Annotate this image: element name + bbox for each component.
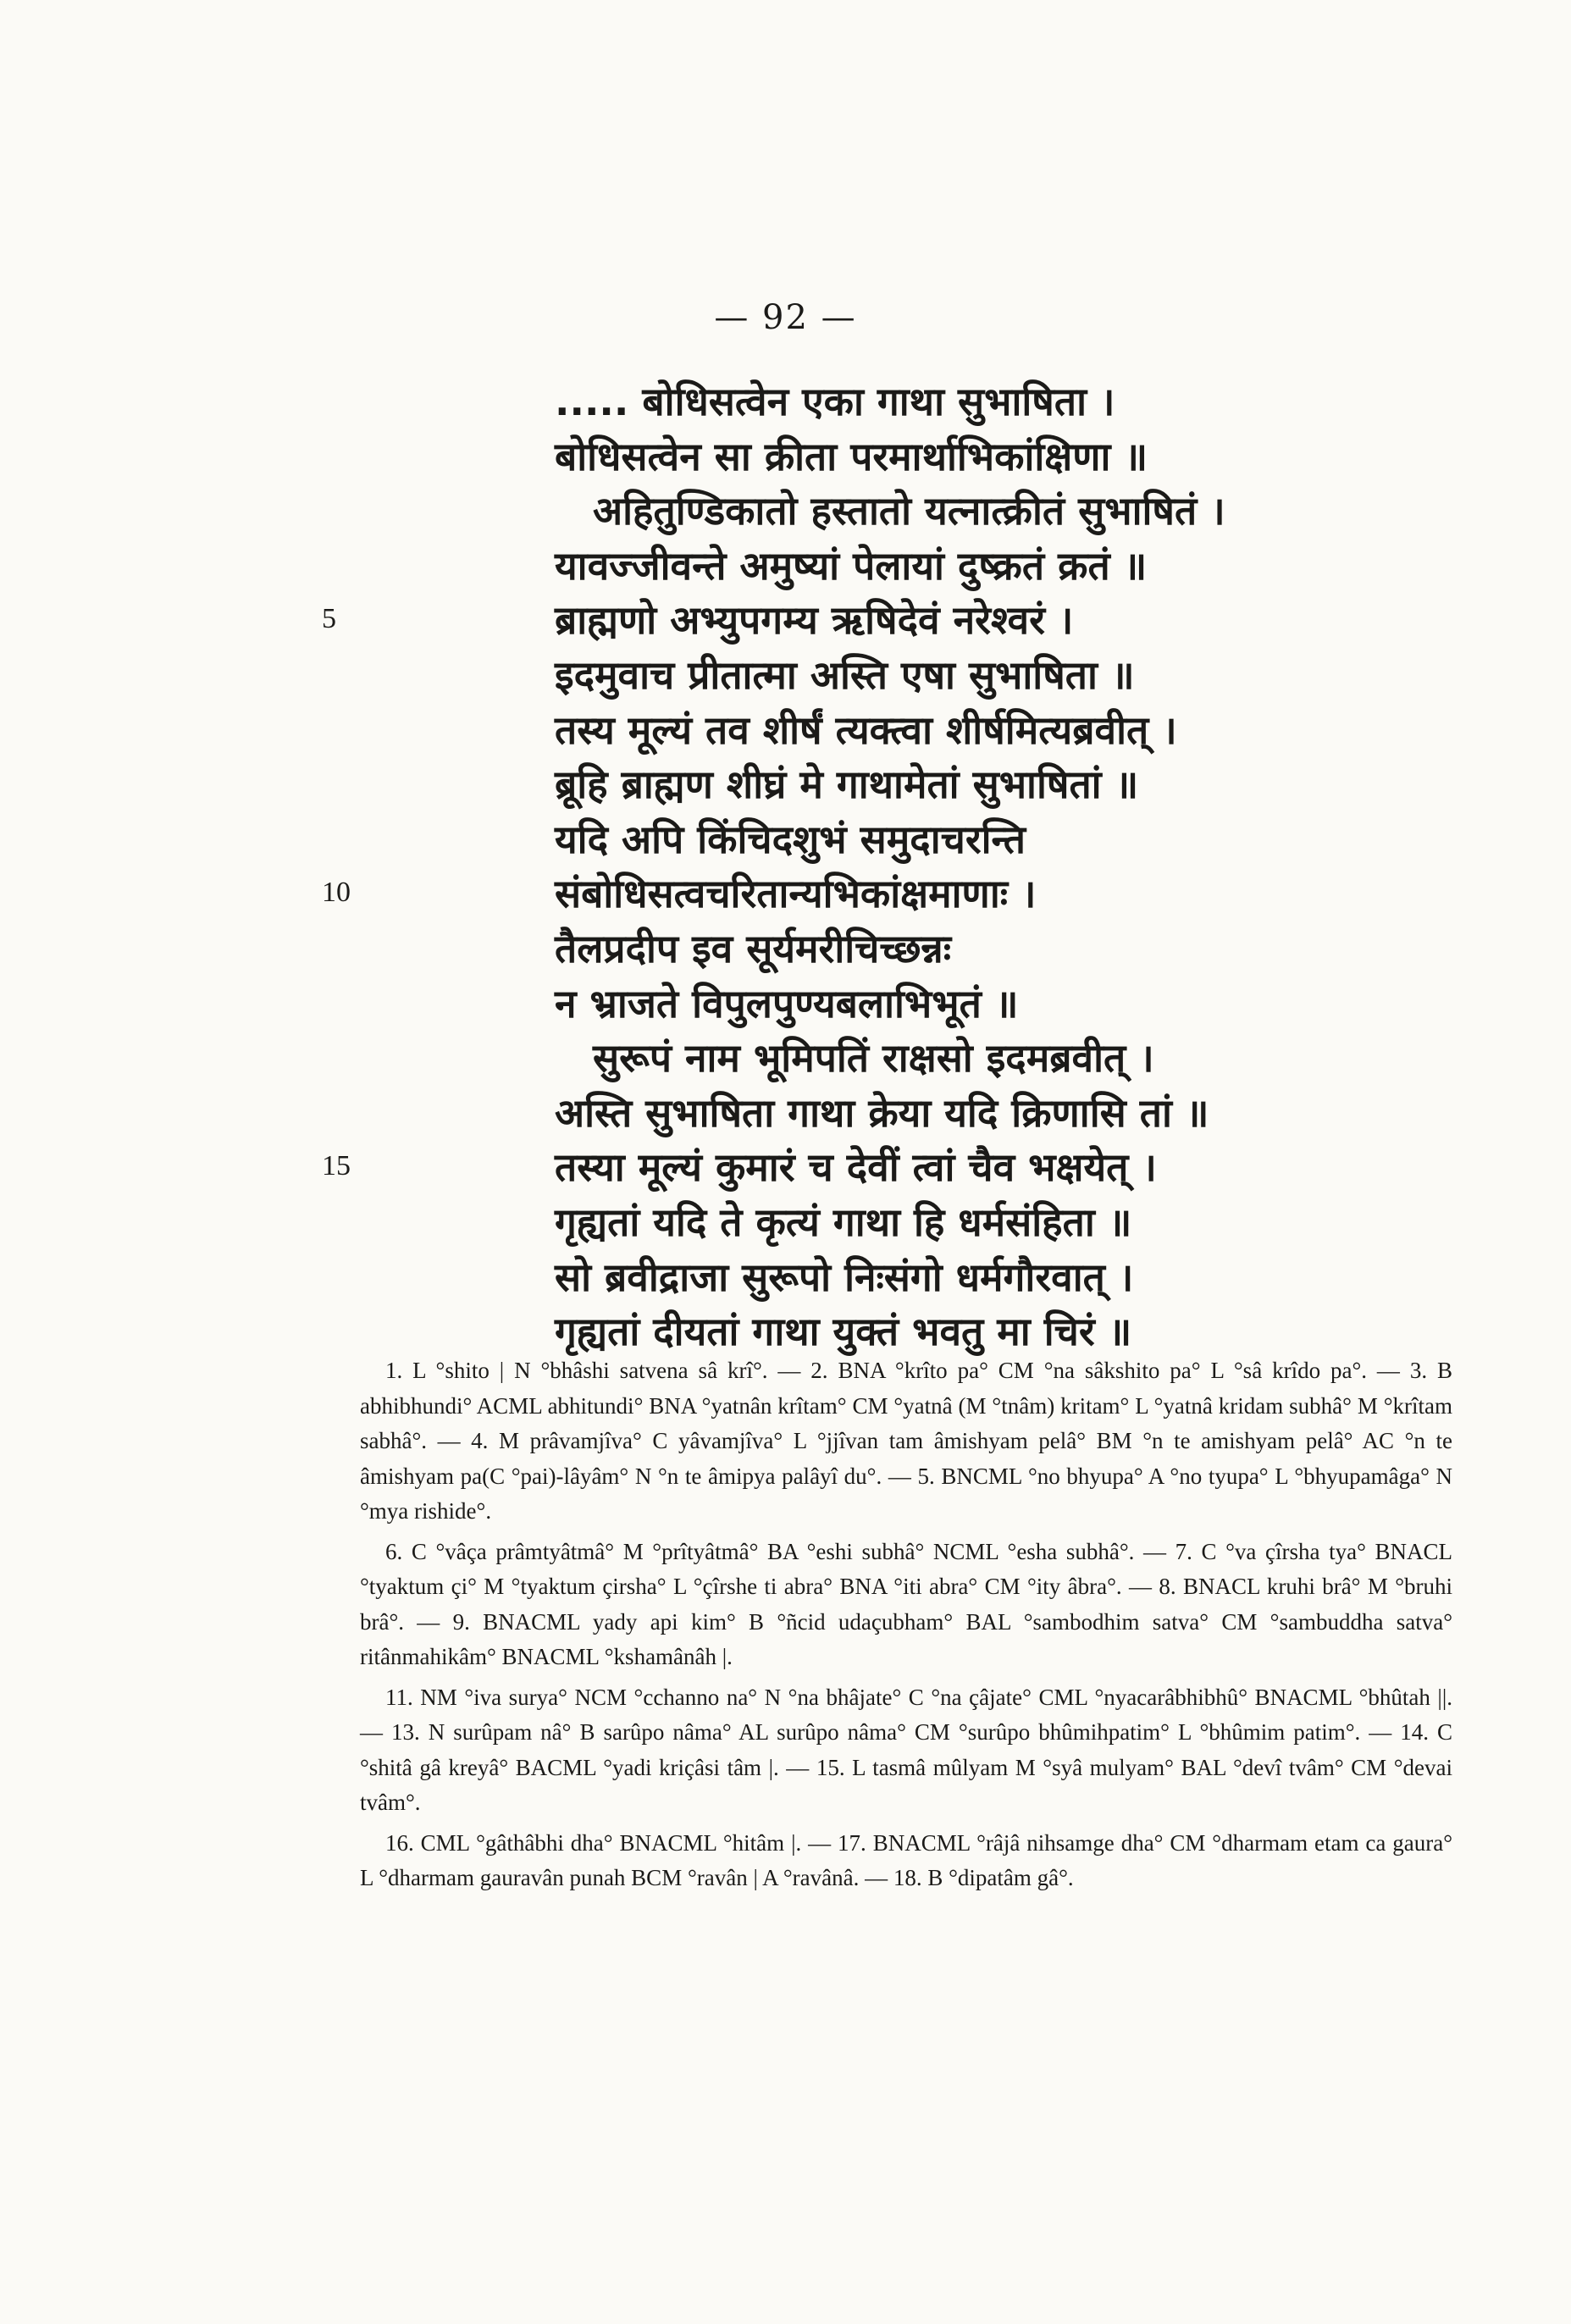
verse-line: अहितुण्डिकातो हस्तातो यत्नात्क्रीतं सुभाषितं । <box>593 488 1225 534</box>
verse-line: इदमुवाच प्रीतात्मा अस्ति एषा सुभाषिता ॥ <box>555 651 1135 698</box>
page-number: — 92 — <box>714 298 857 337</box>
verse-line: यदि अपि किंचिदशुभं समुदाचरन्ति <box>555 816 1026 862</box>
footnote-paragraph: 11. NM °iva surya° NCM °cchanno na° N °na bhâjate° C °na çâjate° CML °nyacarâbhibhû° BNACML °bhûtah ||. — 13. N surûpam nâ° B sarûpo nâma° AL surûpo nâma° CM °surûpo bhûmihpatim° L °bhûmim patim°. — 14. C °shitâ gâ kreyâ° BACML °yadi kriçâsi tâm |. — 15. L tasmâ mûlyam M °syâ mulyam° BAL °devî tvâm° CM °devai tvâm°. <box>360 1684 1452 1815</box>
verse-line: गृह्यतां यदि ते कृत्यं गाथा हि धर्मसंहिता ॥ <box>555 1198 1132 1245</box>
verse-line: ..... बोधिसत्वेन एका गाथा सुभाषिता । <box>555 379 1115 424</box>
footnote-paragraph: 6. C °vâça prâmtyâtmâ° M °prîtyâtmâ° BA °eshi subhâ° NCML °esha subhâ°. — 7. C °va çîrsha tya° BNACL °tyaktum çi° M °tyaktum çirsha° L °çîrshe ti abra° BNA °iti abra° CM °ity âbra°. — 8. BNACL kruhi brâ° M °bruhi brâ°. — 9. BNACML yady api kim° B °ñcid udaçubham° BAL °sambodhim satva° CM °sambuddha satva° ritânmahikâm° BNACML °kshamânâh |. <box>360 1538 1452 1669</box>
verse-line: सो ब्रवीद्राजा सुरूपो निःसंगो धर्मगौरवात् । <box>555 1253 1134 1300</box>
critical-apparatus <box>360 1353 1452 1901</box>
verse-line: तस्य मूल्यं तव शीर्षं त्यक्त्वा शीर्षमित्यब्रवीत् । <box>555 706 1177 753</box>
line-number: 5 <box>322 603 336 635</box>
verse-line: यावज्जीवन्ते अमुष्यां पेलायां दुष्क्रतं क्रतं ॥ <box>555 542 1148 589</box>
verse-line: तस्या मूल्यं कुमारं च देवीं त्वां चैव भक्षयेत् । <box>555 1144 1157 1191</box>
verse-line: संबोधिसत्वचरितान्यभिकांक्षमाणाः । <box>555 871 1037 917</box>
line-number: 15 <box>322 1150 351 1182</box>
verse-line: न भ्राजते विपुलपुण्यबलाभिभूतं ॥ <box>555 980 1019 1026</box>
verse-line: गृह्यतां दीयतां गाथा युक्तं भवतु मा चिरं ॥ <box>555 1309 1132 1355</box>
verse-line: अस्ति सुभाषिता गाथा क्रेया यदि क्रिणासि तां ॥ <box>555 1089 1209 1136</box>
verse-line: तैलप्रदीप इव सूर्यमरीचिच्छन्नः <box>555 925 952 971</box>
verse-line: बोधिसत्वेन सा क्रीता परमार्थाभिकांक्षिणा ॥ <box>555 433 1148 479</box>
line-number: 10 <box>322 877 351 909</box>
footnote-paragraph: 16. CML °gâthâbhi dha° BNACML °hitâm |. — 17. BNACML °râjâ nihsamge dha° CM °dharmam etam ca gaura° L °dharmam gauravân punah BCM °ravân | A °ravânâ. — 18. B °dipatâm gâ°. <box>360 1829 1452 1890</box>
verse-line: सुरूपं नाम भूमिपतिं राक्षसो इदमब्रवीत् । <box>593 1035 1154 1082</box>
verse-line: ब्रूहि ब्राह्मण शीघ्रं मे गाथामेतां सुभाषितां ॥ <box>555 761 1139 808</box>
footnote-paragraph: 1. L °shito | N °bhâshi satvena sâ krî°. — 2. BNA °krîto pa° CM °na sâkshito pa° L °sâ krîdo pa°. — 3. B abhibhundi° ACML abhitundi° BNA °yatnân krîtam° CM °yatnâ (M °tnâm) kritam° L °yatnâ kridam subhâ° M °krîtam sabhâ°. — 4. M prâvamjîva° C yâvamjîva° L °jjîvan tam âmishyam pelâ° BM °n te amishyam pelâ° AC °n te âmishyam pa(C °pai)-lâyâm° N °n te âmipya palâyî du°. — 5. BNCML °no bhyupa° A °no tyupa° L °bhyupamâga° N °mya rishide°. <box>360 1358 1452 1524</box>
verse-line: ब्राह्मणो अभ्युपगम्य ऋषिदेवं नरेश्वरं । <box>555 597 1074 644</box>
verse-block <box>555 374 1512 1359</box>
